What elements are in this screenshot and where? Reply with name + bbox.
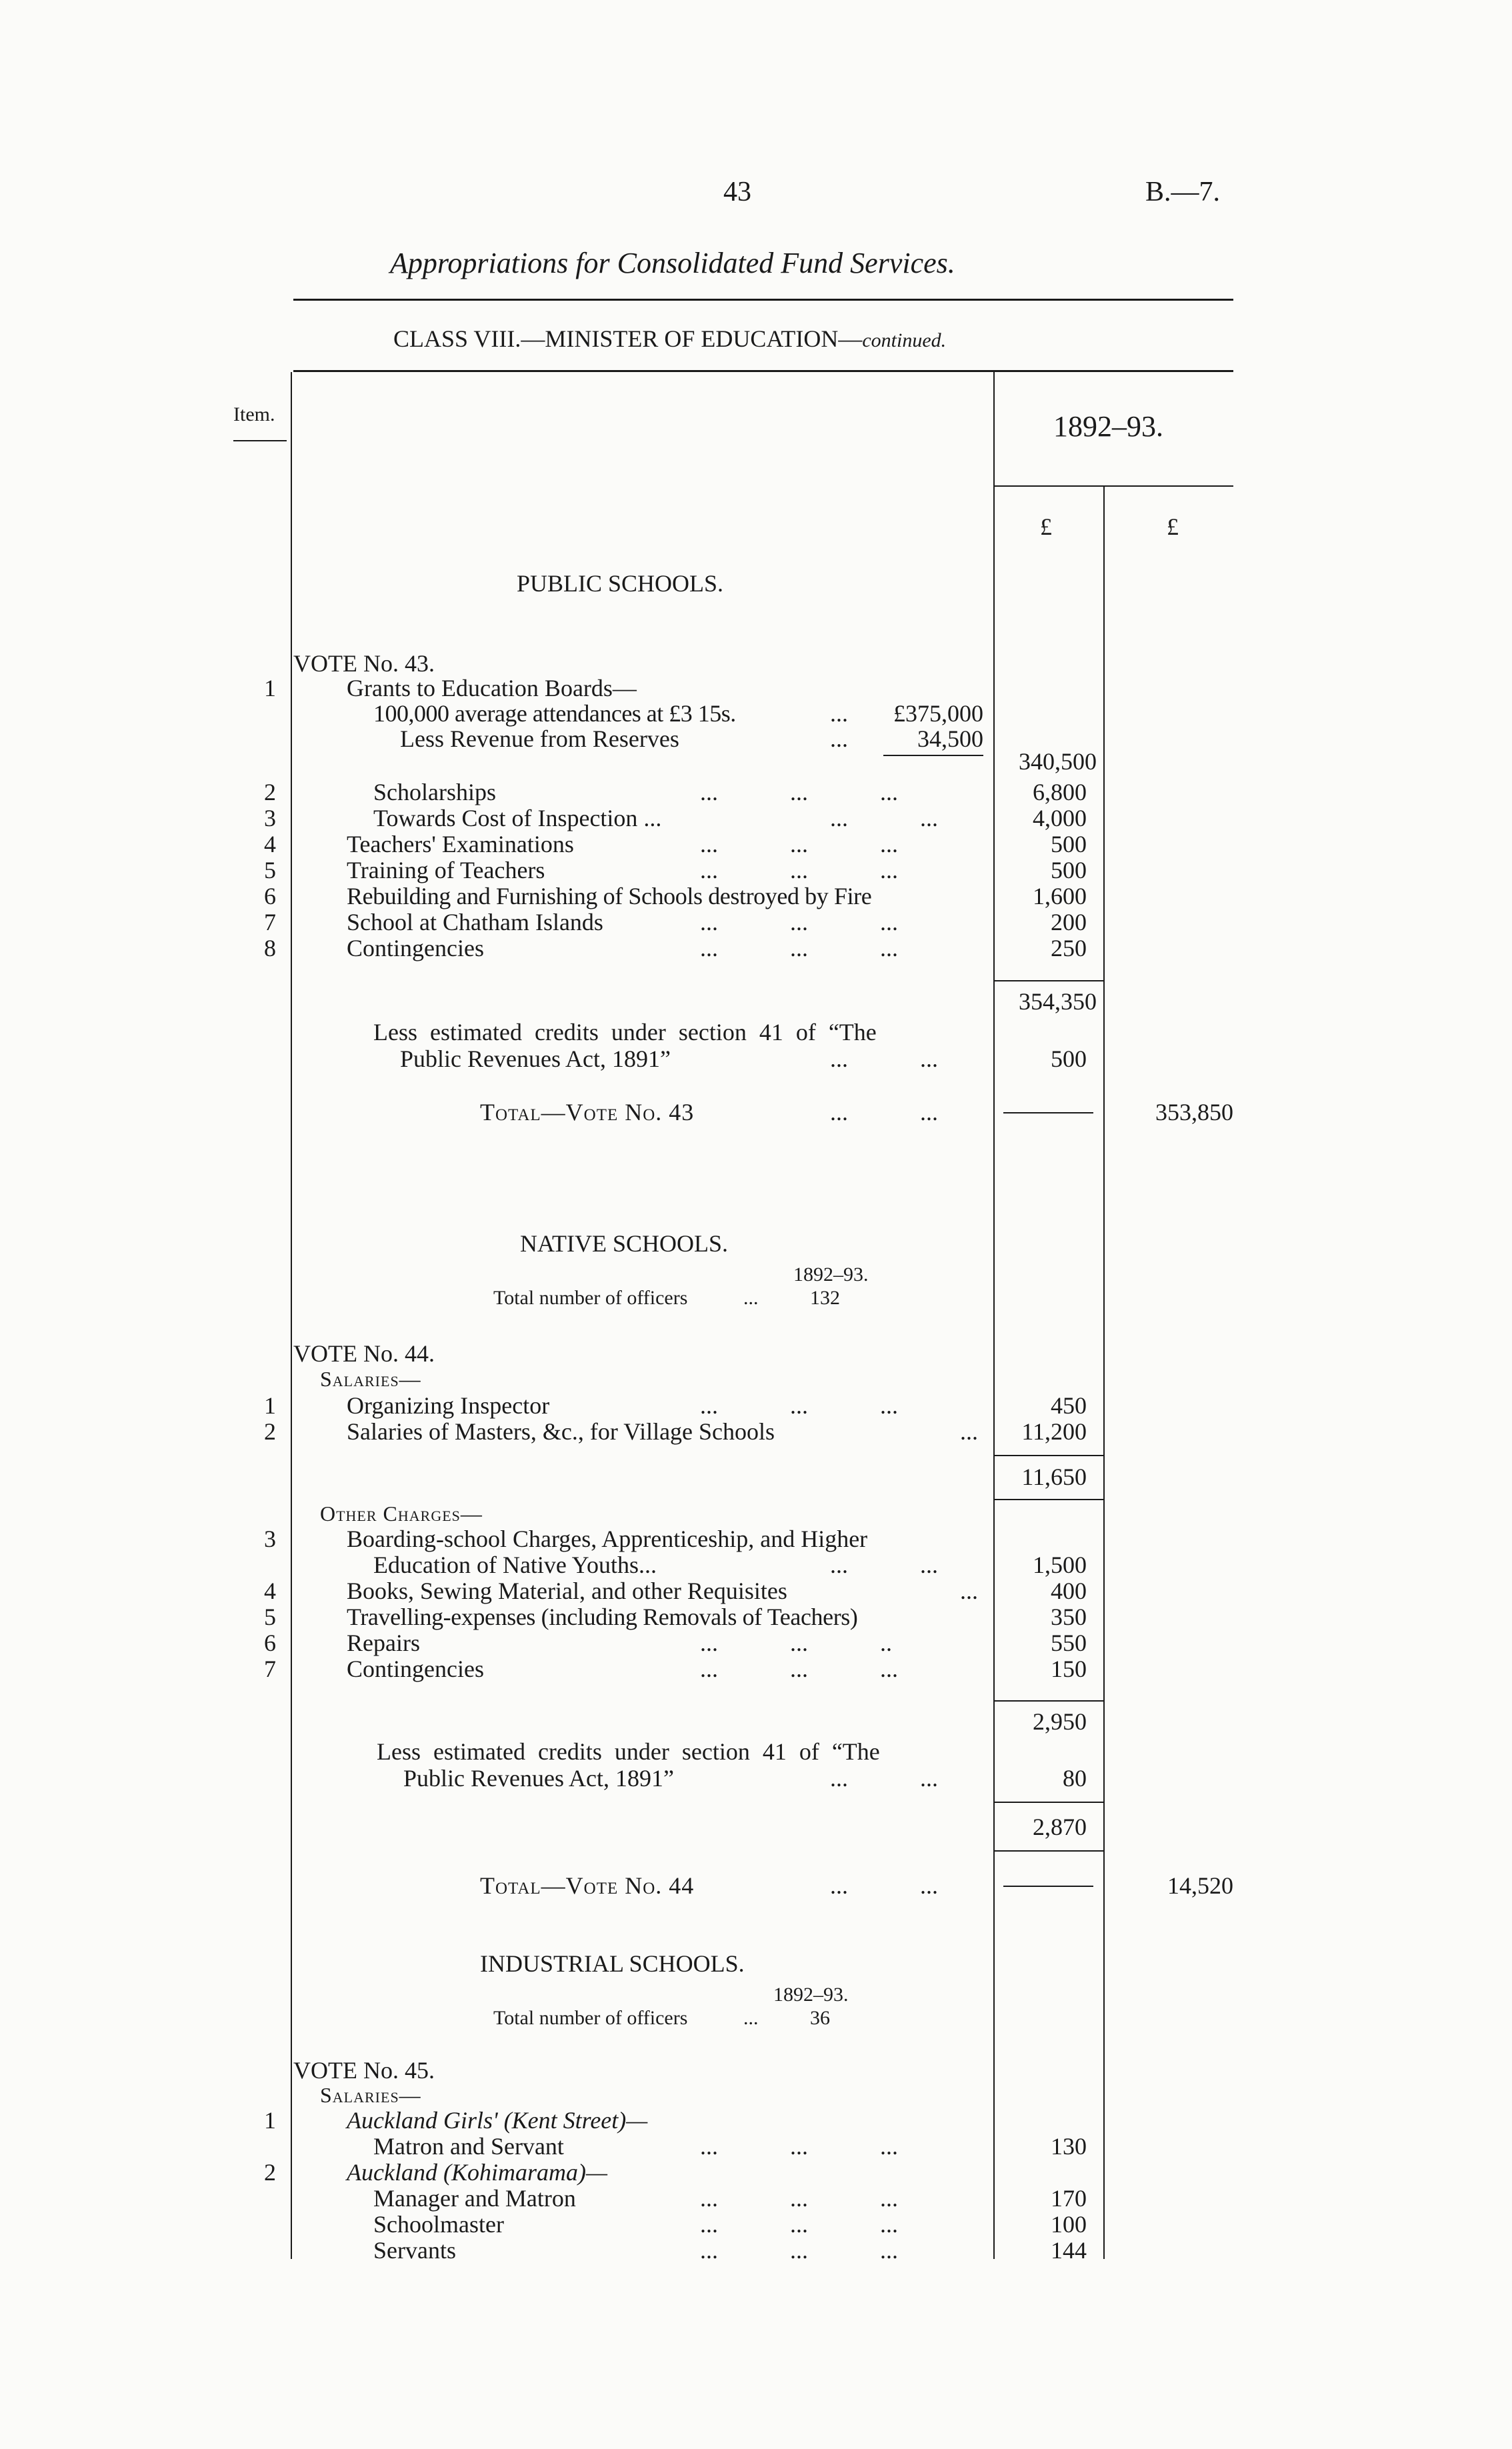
item-dots: ... ... (830, 805, 938, 831)
amount-column-mid-rule (1103, 487, 1105, 2259)
item-label: School at Chatham Islands (347, 909, 603, 935)
native-officers-dots: ... (743, 1287, 759, 1309)
item-label: Books, Sewing Material, and other Requisites (347, 1578, 787, 1604)
vote-44-total-rule (1003, 1886, 1093, 1887)
native-net-underline (995, 1850, 1103, 1852)
industrial-officers-dots: ... (743, 2007, 759, 2029)
native-less-credits-line-2: Public Revenues Act, 1891” (403, 1765, 674, 1792)
item-column-header: Item. (233, 403, 275, 425)
table-top-rule (293, 370, 1233, 372)
item-number: 8 (264, 935, 276, 961)
grants-line: 100,000 average attendances at £3 15s. (373, 700, 736, 727)
currency-symbol-1: £ (1040, 513, 1052, 540)
industrial-salaries-heading: Salaries— (320, 2083, 421, 2107)
item-number: 6 (264, 883, 276, 909)
manager-matron-amount: 170 (1051, 2185, 1087, 2212)
item-number: 4 (264, 1578, 276, 1604)
item-amount: 200 (1051, 909, 1087, 935)
servants-dots: ... ... ... (700, 2237, 898, 2264)
item-label: Organizing Inspector (347, 1392, 550, 1419)
item-amount: 450 (1051, 1392, 1087, 1419)
item-number: 7 (264, 1656, 276, 1682)
item-number: 2 (264, 779, 276, 805)
item-number: 5 (264, 857, 276, 883)
item-amount: 6,800 (1033, 779, 1087, 805)
document-ref: B.—7. (1145, 177, 1221, 207)
item-dots: ... ... .. (700, 1630, 892, 1656)
item-amount: 500 (1051, 857, 1087, 883)
class-title-main: CLASS VIII.—MINISTER OF EDUCATION— (393, 325, 863, 352)
item-label: Scholarships (373, 779, 496, 805)
currency-symbol-2: £ (1167, 513, 1179, 540)
item-dots: ... ... ... (700, 1656, 898, 1682)
vote-43-total-dots: ... ... (830, 1099, 938, 1125)
class-title (393, 325, 946, 354)
vote-45-heading: VOTE No. 45. (293, 2057, 435, 2084)
native-officers-count: 132 (810, 1287, 840, 1309)
year-column-header: 1892–93. (1053, 410, 1163, 443)
grants-rule (883, 755, 983, 756)
item-dots: ... (960, 1578, 978, 1604)
matron-servant-amount: 130 (1051, 2133, 1087, 2160)
vote-43-total-label: Total—Vote No. 43 (480, 1099, 695, 1125)
item-amount: 4,000 (1033, 805, 1087, 831)
public-less-credits-amount: 500 (1051, 1045, 1087, 1072)
grants-dots: ... (830, 700, 848, 727)
native-net-rule (995, 1802, 1103, 1803)
native-salaries-subtotal: 11,650 (1021, 1464, 1087, 1490)
item-dots: ... ... ... (700, 857, 898, 883)
matron-servant-dots: ... ... ... (700, 2133, 898, 2160)
item-number: 6 (264, 1630, 276, 1656)
industrial-officers-count: 36 (810, 2007, 830, 2029)
industrial-officers-year: 1892–93. (773, 1984, 849, 2006)
item-dots: ... ... ... (700, 779, 898, 805)
item-amount: 1,500 (1033, 1552, 1087, 1578)
item-dots: ... ... ... (700, 909, 898, 935)
native-other-charges-heading: Other Charges— (320, 1502, 483, 1526)
grants-label: Grants to Education Boards— (347, 675, 637, 701)
servants-amount: 144 (1051, 2237, 1087, 2264)
public-less-credits-line-2: Public Revenues Act, 1891” (400, 1045, 671, 1072)
item-number: 2 (264, 2159, 276, 2186)
less-reserves-label: Less Revenue from Reserves (400, 725, 679, 752)
amount-column-left-rule (993, 372, 995, 2259)
native-officers-label: Total number of officers (493, 1287, 688, 1309)
schoolmaster-label: Schoolmaster (373, 2211, 504, 2238)
manager-matron-label: Manager and Matron (373, 2185, 576, 2212)
less-reserves-dots: ... (830, 725, 848, 752)
vote-44-total-amount: 14,520 (1167, 1872, 1233, 1899)
item-label: Contingencies (347, 1656, 484, 1682)
item-amount: 350 (1051, 1604, 1087, 1630)
item-number: 1 (264, 2107, 276, 2134)
less-reserves-amount: 34,500 (917, 725, 983, 752)
industrial-schools-heading: INDUSTRIAL SCHOOLS. (480, 1950, 745, 1977)
native-salaries-rule (995, 1455, 1103, 1456)
item-label: Training of Teachers (347, 857, 545, 883)
item-dots: ... ... ... (700, 831, 898, 857)
grants-net-amount: 340,500 (1019, 748, 1097, 775)
item-number: 7 (264, 909, 276, 935)
native-less-credits-line-1: Less estimated credits under section 41 of “The (377, 1738, 880, 1765)
boarding-label-line-2: Education of Native Youths... (373, 1552, 657, 1578)
vote-43-total-amount: 353,850 (1155, 1099, 1233, 1125)
auckland-girls-heading: Auckland Girls' (Kent Street)— (347, 2107, 648, 2134)
item-label: Rebuilding and Furnishing of Schools destroyed by Fire (347, 883, 872, 909)
item-dots: ... ... ... (700, 935, 898, 961)
item-amount: 550 (1051, 1630, 1087, 1656)
servants-label: Servants (373, 2237, 456, 2264)
kohimarama-heading: Auckland (Kohimarama)— (347, 2159, 607, 2186)
vote-44-total-dots: ... ... (830, 1872, 938, 1899)
item-number: 2 (264, 1418, 276, 1445)
page-number: 43 (723, 177, 751, 207)
public-schools-heading: PUBLIC SCHOOLS. (517, 570, 724, 597)
native-salaries-subtotal-rule (995, 1499, 1103, 1500)
matron-servant-label: Matron and Servant (373, 2133, 564, 2160)
native-other-subtotal: 2,950 (1033, 1708, 1087, 1735)
vote-44-heading: VOTE No. 44. (293, 1340, 435, 1367)
item-number: 4 (264, 831, 276, 857)
item-amount: 500 (1051, 831, 1087, 857)
header-rule (293, 299, 1233, 301)
native-schools-heading: NATIVE SCHOOLS. (520, 1230, 729, 1257)
item-number: 1 (264, 1392, 276, 1419)
item-label: Repairs (347, 1630, 420, 1656)
native-less-credits-dots: ... ... (830, 1765, 938, 1792)
schoolmaster-dots: ... ... ... (700, 2211, 898, 2238)
native-salaries-heading: Salaries— (320, 1367, 421, 1391)
manager-matron-dots: ... ... ... (700, 2185, 898, 2212)
item-header-underline (233, 440, 287, 441)
vote-43-heading: VOTE No. 43. (293, 650, 435, 677)
class-title-continued: continued. (862, 329, 947, 351)
item-amount: 1,600 (1033, 883, 1087, 909)
industrial-officers-label: Total number of officers (493, 2007, 688, 2029)
schoolmaster-amount: 100 (1051, 2211, 1087, 2238)
item-number: 1 (264, 675, 276, 701)
item-column-rule (291, 372, 292, 2259)
year-header-underline (993, 485, 1233, 487)
item-amount: 150 (1051, 1656, 1087, 1682)
item-amount: 11,200 (1021, 1418, 1087, 1445)
item-dots: ... ... ... (700, 1392, 898, 1419)
public-subtotal-rule (995, 980, 1103, 981)
item-label: Contingencies (347, 935, 484, 961)
item-number: 3 (264, 1526, 276, 1552)
grants-amount: £375,000 (893, 700, 983, 727)
native-net-amount: 2,870 (1033, 1814, 1087, 1840)
public-subtotal: 354,350 (1019, 988, 1097, 1015)
boarding-dots: ... ... (830, 1552, 938, 1578)
vote-43-total-rule (1003, 1112, 1093, 1113)
page-title: Appropriations for Consolidated Fund Services. (390, 247, 955, 279)
item-number: 3 (264, 805, 276, 831)
item-amount: 400 (1051, 1578, 1087, 1604)
public-less-credits-dots: ... ... (830, 1045, 938, 1072)
item-label: Salaries of Masters, &c., for Village Schools (347, 1418, 775, 1445)
item-label: Travelling-expenses (including Removals of Teachers) (347, 1604, 858, 1630)
public-less-credits-line-1: Less estimated credits under section 41 of “The (373, 1019, 877, 1045)
vote-44-total-label: Total—Vote No. 44 (480, 1872, 695, 1899)
native-less-credits-amount: 80 (1063, 1765, 1087, 1792)
item-number: 5 (264, 1604, 276, 1630)
boarding-label-line-1: Boarding-school Charges, Apprenticeship, and Higher (347, 1526, 868, 1552)
native-other-rule (995, 1700, 1103, 1702)
item-label: Teachers' Examinations (347, 831, 574, 857)
native-officers-year: 1892–93. (793, 1264, 869, 1286)
item-dots: ... (960, 1418, 978, 1445)
item-label: Towards Cost of Inspection ... (373, 805, 662, 831)
item-amount: 250 (1051, 935, 1087, 961)
